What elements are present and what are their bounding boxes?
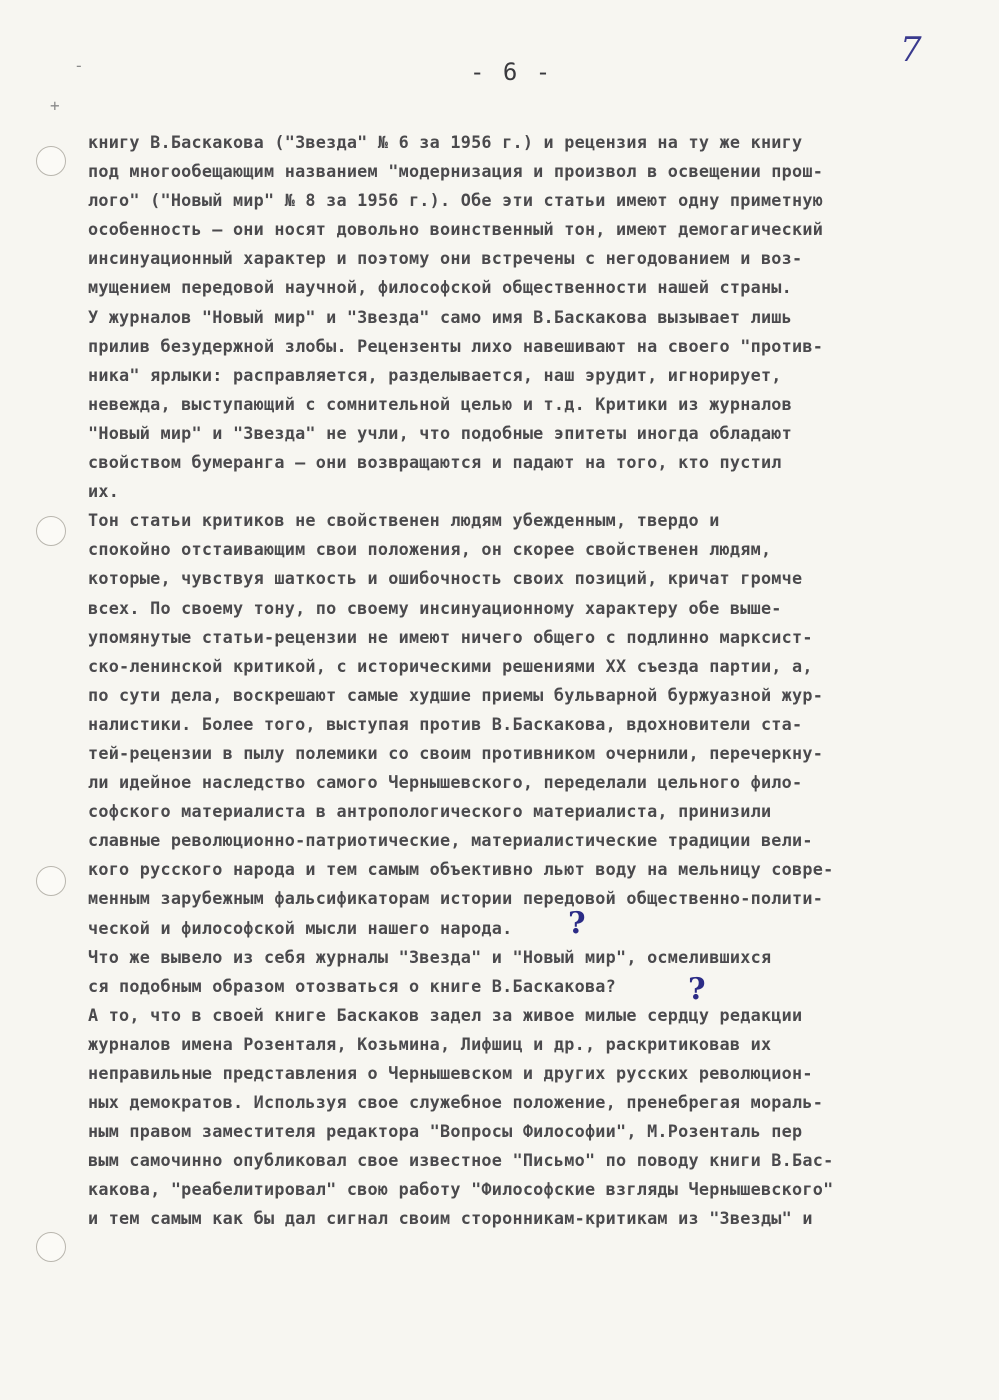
text-line: ческой и философской мысли нашего народа. <box>88 917 513 938</box>
text-line: ско-ленинской критикой, с историческими решениями XX съезда партии, а, <box>88 655 813 676</box>
text-line: особенность – они носят довольно воинственный тон, имеют демогагический <box>88 219 824 240</box>
text-line: лого" ("Новый мир" № 8 за 1956 г.). Обе эти статьи имеют одну приметную <box>88 190 824 211</box>
margin-mark: - <box>74 56 84 75</box>
handwritten-question-mark: ? <box>688 972 706 1007</box>
text-line: их. <box>88 481 120 502</box>
punch-hole <box>36 516 66 546</box>
page-number: - 6 - <box>470 58 553 86</box>
text-line: под многообещающим названием "модернизация и произвол в освещении прош- <box>88 161 824 182</box>
text-line: софского материалиста в антропологического материалиста, принизили <box>88 801 772 822</box>
text-line: невежда, выступающий с сомнительной целью и т.д. Критики из журналов <box>88 393 793 414</box>
text-line: по сути дела, воскрешают самые худшие приемы бульварной буржуазной жур- <box>88 684 824 705</box>
text-line: прилив безудержной злобы. Рецензенты лихо навешивают на своего "против- <box>88 335 824 356</box>
handwritten-question-mark: ? <box>568 906 586 941</box>
text-line: ся подобным образом отозваться о книге В.Баскакова? <box>88 975 617 996</box>
text-line: Что же вывело из себя журналы "Звезда" и "Новый мир", осмелившихся <box>88 946 772 967</box>
text-line: упомянутые статьи-рецензии не имеют ничего общего с подлинно марксист- <box>88 626 813 647</box>
text-line: менным зарубежным фальсификаторам истории передовой общественно-полити- <box>88 888 824 909</box>
text-line: инсинуационный характер и поэтому они встречены с негодованием и воз- <box>88 248 803 269</box>
text-line: славные революционно-патриотические, материалистические традиции вели- <box>88 830 813 851</box>
text-line: ным правом заместителя редактора "Вопросы Философии", М.Розенталь пер <box>88 1121 803 1142</box>
text-line: всех. По своему тону, по своему инсинуационному характеру обе выше- <box>88 597 782 618</box>
text-line: спокойно отстаивающим свои положения, он скорее свойственен людям, <box>88 539 772 560</box>
text-line: вым самочинно опубликовал свое известное "Письмо" по поводу книги В.Бас- <box>88 1150 834 1171</box>
text-line: кого русского народа и тем самым объективно льют воду на мельницу совре- <box>88 859 834 880</box>
punch-hole <box>36 866 66 896</box>
text-line: тей-рецензии в пылу полемики со своим противником очернили, перечеркну- <box>88 742 824 763</box>
text-line: Тон статьи критиков не свойственен людям убежденным, твердо и <box>88 510 720 531</box>
text-line: какова, "реабелитировал" свою работу "Философские взгляды Чернышевского" <box>88 1179 834 1200</box>
text-line: книгу В.Баскакова ("Звезда" № 6 за 1956 г.) и рецензия на ту же книгу <box>88 132 803 152</box>
folio-number: 7 <box>900 30 922 70</box>
text-line: ли идейное наследство самого Чернышевского, переделали цельного фило- <box>88 772 803 793</box>
text-line: свойством бумеранга – они возвращаются и падают на того, кто пустил <box>88 452 782 473</box>
text-line: У журналов "Новый мир" и "Звезда" само имя В.Баскакова вызывает лишь <box>88 306 793 327</box>
text-line: "Новый мир" и "Звезда" не учли, что подобные эпитеты иногда обладают <box>88 422 793 443</box>
text-line: А то, что в своей книге Баскаков задел за живое милые сердцу редакции <box>88 1004 803 1025</box>
text-line: и тем самым как бы дал сигнал своим сторонникам-критикам из "Звезды" и <box>88 1208 813 1229</box>
margin-mark: + <box>50 96 60 115</box>
typewritten-text <box>88 128 966 1234</box>
text-line: ника" ярлыки: расправляется, разделывается, наш эрудит, игнорирует, <box>88 364 782 385</box>
text-line: журналов имена Розенталя, Козьмина, Лифшиц и др., раскритиковав их <box>88 1033 772 1054</box>
text-line: которые, чувствуя шаткость и ошибочность своих позиций, кричат громче <box>88 568 803 589</box>
text-line: мущением передовой научной, философской общественности нашей страны. <box>88 277 793 298</box>
text-line: налистики. Более того, выступая против В.Баскакова, вдохновители ста- <box>88 713 803 734</box>
punch-hole <box>36 1232 66 1262</box>
text-line: ных демократов. Используя свое служебное положение, пренебрегая мораль- <box>88 1092 824 1113</box>
text-line: неправильные представления о Чернышевском и других русских революцион- <box>88 1063 813 1083</box>
punch-hole <box>36 146 66 176</box>
